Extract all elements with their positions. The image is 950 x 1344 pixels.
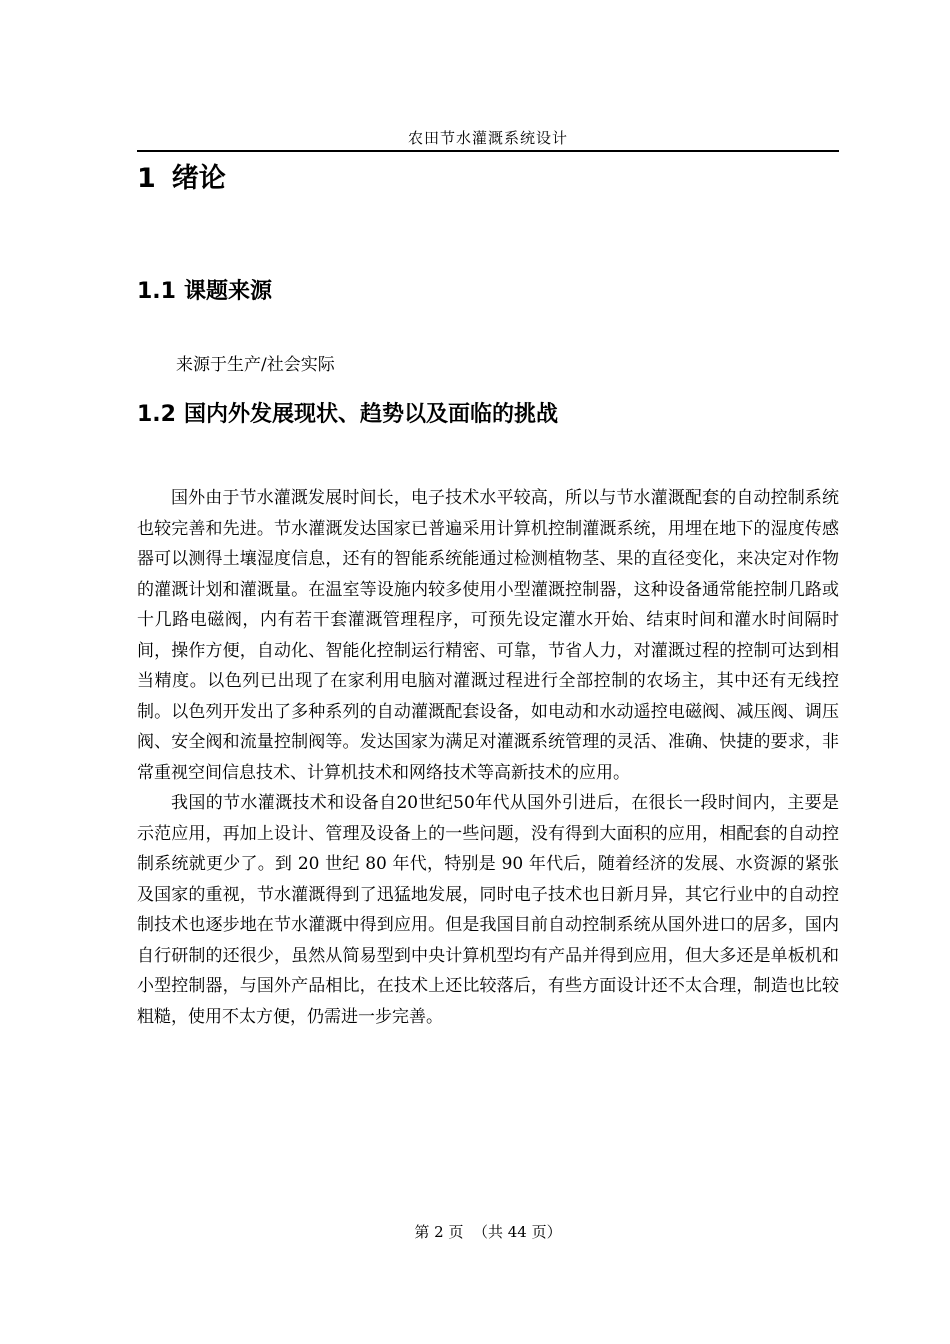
page-number-footer: 第 2 页 （共 44 页） (414, 1223, 562, 1241)
body-paragraph: 我国的节水灌溉技术和设备自20世纪50年代从国外引进后，在很长一段时间内，主要是示范应用，再加上设计、管理及设备上的一些问题，没有得到大面积的应用，相配套的自动控制系统就更少了。到 20 世纪 80 年代，特别是 90 年代后，随着经济的发展、水资源的紧张及国家的重视，节水灌溉得到了迅猛地发展，同时电子技术也日新月异，其它行业中的自动控制技术也逐步地在节水灌溉中得到应用。但是我国目前自动控制系统从国外进口的居多，国内自行研制的还很少，虽然从简易型到中央计算机型均有产品并得到应用，但大多还是单板机和小型控制器，与国外产品相比，在技术上还比较落后，有些方面设计还不太合理，制造也比较粗糙，使用不太方便，仍需进一步完善。 (137, 793, 839, 1027)
topic-source-text: 来源于生产/社会实际 (176, 355, 335, 375)
chapter-title (137, 160, 226, 198)
chapter-title-text: 绪论 (171, 163, 226, 194)
body-paragraph: 国外由于节水灌溉发展时间长，电子技术水平较高，所以与节水灌溉配套的自动控制系统也较完善和先进。节水灌溉发达国家已普遍采用计算机控制灌溉系统，用埋在地下的湿度传感器可以测得土壤湿度信息，还有的智能系统能通过检测植物茎、果的直径变化，来决定对作物的灌溉计划和灌溉量。在温室等设施内较多使用小型灌溉控制器，这种设备通常能控制几路或十几路电磁阀，内有若干套灌溉管理程序，可预先设定灌水开始、结束时间和灌水时间隔时间，操作方便，自动化、智能化控制运行精密、可靠，节省人力，对灌溉过程的控制可达到相当精度。以色列已出现了在家利用电脑对灌溉过程进行全部控制的农场主，其中还有无线控制。以色列开发出了多种系列的自动灌溉配套设备，如电动和水动遥控电磁阀、减压阀、调压阀、安全阀和流量控制阀等。发达国家为满足对灌溉系统管理的灵活、准确、快捷的要求，非常重视空间信息技术、计算机技术和网络技术等高新技术的应用。 (137, 488, 839, 783)
section-number: 1.1 (137, 279, 176, 304)
section-title-1-1 (137, 276, 272, 308)
section-body (137, 483, 839, 1032)
chapter-number: 1 (137, 163, 156, 194)
header-rule (137, 150, 839, 152)
section-number: 1.2 (137, 402, 176, 427)
section-title-text: 课题来源 (183, 279, 272, 304)
section-title-1-2 (137, 399, 558, 431)
section-title-text: 国内外发展现状、趋势以及面临的挑战 (183, 402, 558, 427)
running-header: 农田节水灌溉系统设计 (407, 129, 568, 147)
